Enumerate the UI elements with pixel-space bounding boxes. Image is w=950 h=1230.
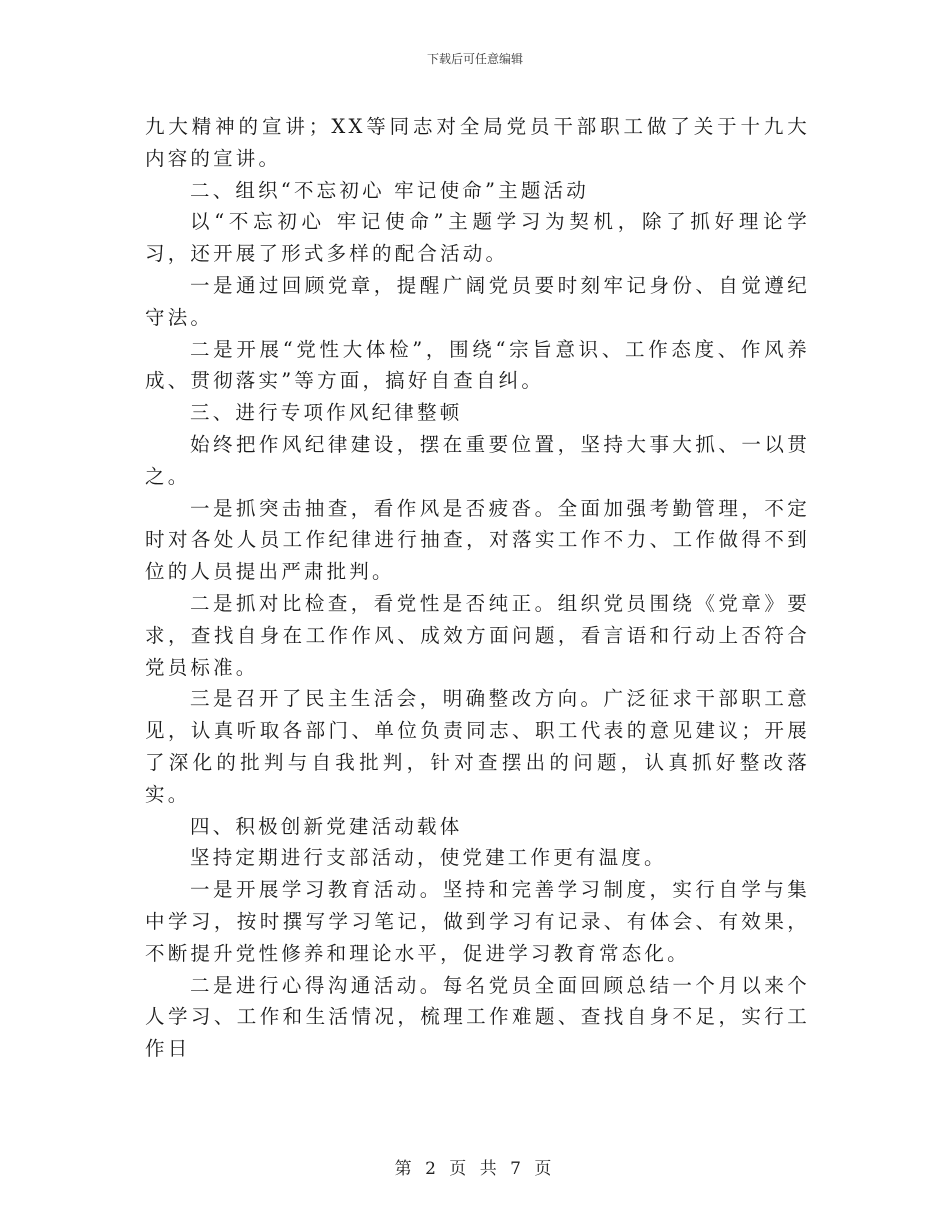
section-heading-2: 二、组织“不忘初心 牢记使命”主题活动 xyxy=(190,178,589,202)
paragraph-12: 坚持定期进行支部活动，使党建工作更有温度。 xyxy=(190,846,667,870)
paragraph-3: 以“不忘初心 牢记使命”主题学习为契机，除了抓好理论学习，还开展了形式多样的配合活动。 xyxy=(145,210,810,266)
paragraph-1: 九大精神的宣讲；XX等同志对全局党员干部职工做了关于十九大内容的宣讲。 xyxy=(145,115,810,170)
paragraph-7: 始终把作风纪律建设，摆在重要位置，坚持大事大抓、一以贯之。 xyxy=(145,432,810,488)
page-header-note: 下载后可任意编辑 xyxy=(426,52,523,66)
page-number-footer: 第 2 页 共 7 页 xyxy=(394,1159,556,1179)
section-heading-3: 三、进行专项作风纪律整顿 xyxy=(190,401,463,425)
paragraph-13: 一是开展学习教育活动。坚持和完善学习制度，实行自学与集中学习，按时撰写学习笔记，做到学习有记录、有体会、有效果，不断提升党性修养和理论水平，促进学习教育常态化。 xyxy=(145,878,810,965)
paragraph-14: 二是进行心得沟通活动。每名党员全面回顾总结一个月以来个人学习、工作和生活情况，梳理工作难题、查找自身不足，实行工作日 xyxy=(145,973,810,1061)
section-heading-4: 四、积极创新党建活动载体 xyxy=(190,814,463,838)
paragraph-10: 三是召开了民主生活会，明确整改方向。广泛征求干部职工意见，认真听取各部门、单位负责同志、职工代表的意见建议；开展了深化的批判与自我批判，针对查摆出的问题，认真抓好整改落实。 xyxy=(145,687,810,806)
paragraph-5: 二是开展“党性大体检”，围绕“宗旨意识、工作态度、作风养成、贯彻落实”等方面，搞好自查自纠。 xyxy=(145,337,810,393)
document-body xyxy=(145,111,810,1065)
paragraph-8: 一是抓突击抽查，看作风是否疲沓。全面加强考勤管理，不定时对各处人员工作纪律进行抽查，对落实工作不力、工作做得不到位的人员提出严肃批判。 xyxy=(145,496,810,584)
paragraph-4: 一是通过回顾党章，提醒广阔党员要时刻牢记身份、自觉遵纪守法。 xyxy=(145,273,810,329)
paragraph-9: 二是抓对比检查，看党性是否纯正。组织党员围绕《党章》要求，查找自身在工作作风、成效方面问题，看言语和行动上否符合党员标准。 xyxy=(145,591,810,679)
